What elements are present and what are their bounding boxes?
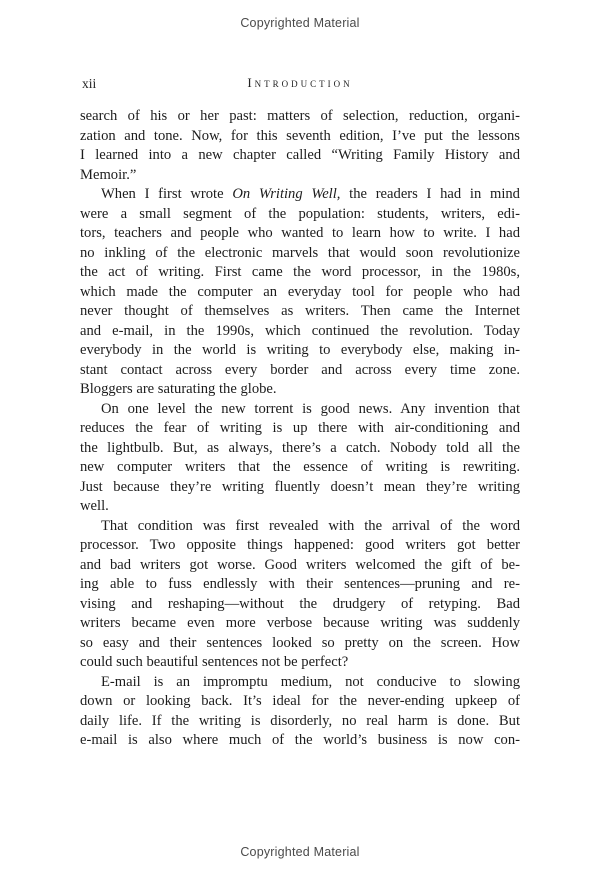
text-line bbox=[80, 419, 520, 439]
body-text bbox=[80, 107, 520, 751]
text-run: vising and reshaping—without the drudgery of retyping. Bad bbox=[80, 595, 520, 612]
text-run: zation and tone. Now, for this seventh edition, I’ve put the lessons bbox=[80, 127, 520, 144]
text-run: the lightbulb. But, as always, there’s a catch. Nobody told all the bbox=[80, 439, 520, 456]
text-line bbox=[80, 634, 520, 654]
text-line bbox=[80, 302, 520, 322]
text-run: new computer writers that the essence of writing is rewriting. bbox=[80, 459, 520, 475]
paragraph bbox=[80, 185, 520, 400]
text-run: the readers I had in mind bbox=[340, 186, 520, 202]
text-line bbox=[80, 458, 520, 478]
text-run: E-mail is an impromptu medium, not conducive to slowing bbox=[101, 673, 520, 690]
text-line bbox=[80, 712, 520, 732]
text-run: no inkling of the electronic marvels that would soon revolutionize bbox=[80, 244, 520, 261]
text-line bbox=[80, 400, 520, 420]
paragraph bbox=[80, 400, 520, 517]
text-run: tors, teachers and people who wanted to learn how to write. I had bbox=[80, 225, 520, 241]
text-run: everybody in the world is writing to everybody else, making in- bbox=[80, 342, 520, 358]
text-line bbox=[80, 224, 520, 244]
text-line bbox=[80, 556, 520, 576]
copyright-notice-top: Copyrighted Material bbox=[240, 16, 360, 30]
text-line bbox=[80, 166, 520, 186]
text-line bbox=[80, 205, 520, 225]
text-run: writers became even more verbose because writing was suddenly bbox=[80, 615, 520, 631]
text-line bbox=[80, 497, 520, 517]
text-line bbox=[80, 185, 520, 205]
text-run: reduces the fear of writing is up there with air-conditioning and bbox=[80, 420, 520, 436]
text-run: That condition was first revealed with the arrival of the word bbox=[101, 517, 520, 534]
text-run: down or looking back. It’s ideal for the never-ending upkeep of bbox=[80, 693, 520, 709]
text-line bbox=[80, 127, 520, 147]
italic-text-run: On Writing Well, bbox=[232, 186, 341, 202]
text-run: were a small segment of the population: students, writers, edi- bbox=[80, 205, 520, 222]
text-line bbox=[80, 439, 520, 459]
text-line bbox=[80, 692, 520, 712]
text-line bbox=[80, 146, 520, 166]
paragraph bbox=[80, 673, 520, 751]
text-line bbox=[80, 653, 520, 673]
text-run: Memoir.” bbox=[80, 166, 137, 183]
text-run: search of his or her past: matters of selection, reduction, organi- bbox=[80, 108, 520, 124]
text-line bbox=[80, 322, 520, 342]
text-line bbox=[80, 595, 520, 615]
text-line bbox=[80, 341, 520, 361]
text-line bbox=[80, 517, 520, 537]
text-line bbox=[80, 673, 520, 693]
text-line bbox=[80, 731, 520, 751]
paragraph bbox=[80, 107, 520, 185]
text-run: and e-mail, in the 1990s, which continued the revolution. Today bbox=[80, 322, 520, 339]
text-run: stant contact across every border and across every time zone. bbox=[80, 361, 520, 378]
text-run: On one level the new torrent is good news. Any invention that bbox=[101, 400, 520, 417]
text-run: Just because they’re writing fluently doesn’t mean they’re writing bbox=[80, 478, 520, 495]
text-run: could such beautiful sentences not be perfect? bbox=[80, 654, 349, 670]
text-run: e-mail is also where much of the world’s business is now con- bbox=[80, 732, 520, 748]
text-run: ing able to fuss endlessly with their sentences—pruning and re- bbox=[80, 576, 520, 592]
text-run: daily life. If the writing is disorderly, no real harm is done. But bbox=[80, 712, 520, 729]
text-run: and bad writers got worse. Good writers welcomed the gift of be- bbox=[80, 556, 520, 573]
text-line bbox=[80, 380, 520, 400]
text-run: When I first wrote bbox=[101, 186, 233, 202]
text-run: well. bbox=[80, 498, 109, 514]
text-run: the act of writing. First came the word processor, in the 1980s, bbox=[80, 264, 520, 280]
text-line bbox=[80, 536, 520, 556]
paragraph bbox=[80, 517, 520, 673]
page-header bbox=[80, 75, 520, 93]
text-line bbox=[80, 263, 520, 283]
text-line bbox=[80, 614, 520, 634]
text-line bbox=[80, 244, 520, 264]
copyright-notice-bottom: Copyrighted Material bbox=[240, 845, 360, 859]
text-run: which made the computer an everyday tool for people who had bbox=[80, 283, 520, 300]
text-run: processor. Two opposite things happened: good writers got better bbox=[80, 537, 520, 553]
chapter-title: Introduction bbox=[247, 75, 353, 90]
text-line bbox=[80, 107, 520, 127]
text-line bbox=[80, 478, 520, 498]
text-line bbox=[80, 361, 520, 381]
text-line bbox=[80, 575, 520, 595]
text-run: never thought of themselves as writers. Then came the Internet bbox=[80, 303, 520, 319]
text-run: so easy and their sentences looked so pretty on the screen. How bbox=[80, 634, 520, 651]
text-line bbox=[80, 283, 520, 303]
text-run: I learned into a new chapter called “Writing Family History and bbox=[80, 147, 520, 163]
text-run: Bloggers are saturating the globe. bbox=[80, 381, 277, 397]
page-number: xii bbox=[82, 76, 97, 91]
